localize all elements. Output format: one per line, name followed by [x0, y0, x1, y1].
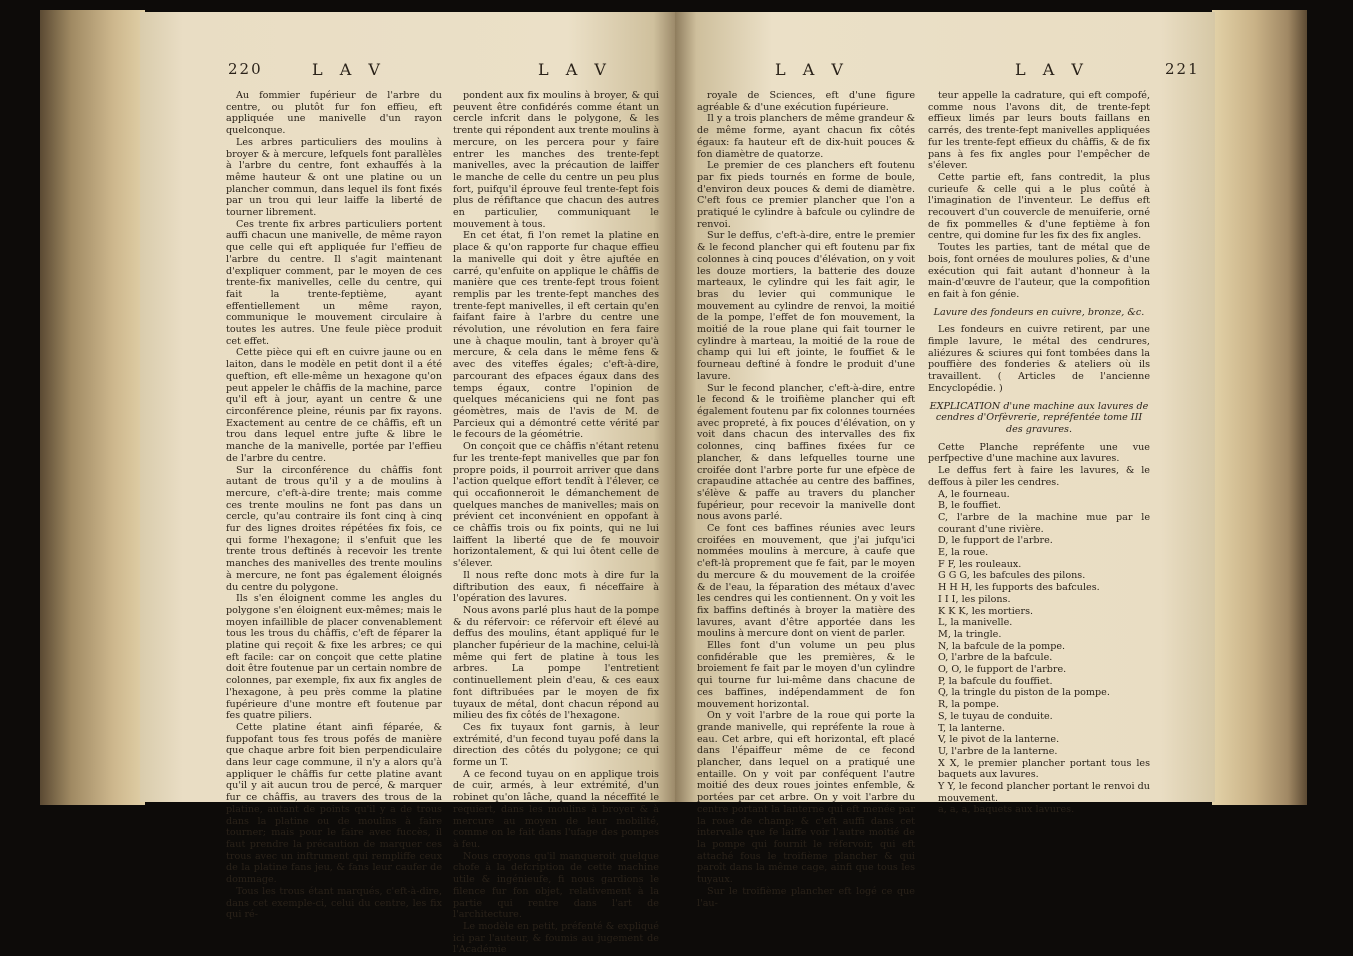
paragraph: Nous avons parlé plus haut de la pompe & du réfervoir: ce réfervoir eft élevé au deffus des moulins, étant appliqué fur le plancher fupérieur de la machine, celui-là même qui fert de platine à tous les arbres. La pompe l'entretient continuellement plein d'eau, & ces eaux font diftribuées par le moyen de fix tuyaux de métal, dont chacun répond au milieu des fix côtés de l'hexagone. — [453, 604, 659, 722]
legend-item: V, le pivot de la lanterne. — [938, 734, 1060, 746]
paragraph: Ils s'en éloignent comme les angles du polygone s'en éloignent eux-mêmes; mais le moyen infaillible de placer convenablement tous les trous du châffis, c'eft de féparer la platine qui reçoit & fixe les arbres; ce qui eft facile: car on conçoit que cette platine doit être foutenue par un certain nombre de colonnes, par exemple, fix aux fix angles de l'hexagone, à peu près comme la platine fupérieure d'une montre eft foutenue par fes quatre piliers. — [226, 593, 442, 722]
legend-item: M, la tringle. — [938, 628, 1002, 640]
legend-item: S, le tuyau de conduite. — [938, 710, 1053, 722]
left-page-column-2 — [453, 90, 659, 956]
legend-item: U, l'arbre de la lanterne. — [938, 745, 1058, 757]
paragraph: teur appelle la cadrature, qui eft compofé, comme nous l'avons dit, de trente-fept effieux limés par leurs bouts faillans en carrés, des trente-fept manivelles appliquées fur les trente-fept effieux du châffis, & de fix pans à fes fix angles pour l'empêcher de s'élever. — [928, 90, 1150, 172]
legend-item: Q, la tringle du piston de la pompe. — [938, 687, 1110, 699]
legend-item: a, a, a, baquets aux lavures. — [938, 804, 1075, 816]
paragraph: Ce font ces baffines réunies avec leurs croifées en mouvement, que j'ai jufqu'ici nommées moulins à mercure, à caufe que c'eft-là proprement que fe fait, par le moyen du mercure & du mouvement de la croifée & de l'eau, la féparation des métaux d'avec les cendres qui les contiennent. On y voit les fix baffins deftinés à broyer la matière des lavures, avant d'être apportée dans les moulins à mercure dont on vient de parler. — [697, 523, 915, 640]
left-page-header — [140, 60, 675, 90]
left-page-column-1 — [226, 90, 442, 921]
explication-heading: EXPLICATION d'une machine aux lavures de cendres d'Orfèvrerie, repréfentée tome III des gravures. — [929, 400, 1149, 435]
section-heading: Lavure des fondeurs en cuivre, bronze, &c. — [933, 306, 1145, 318]
paragraph: A ce fecond tuyau on en applique trois de cuir, armés, à leur extrémité, d'un robinet qu'on lâche, quand la néceffité le requiert, dans les moulins à broyer & à mercure au moyen de leur mobilité, comme on le fait dans l'ufage des pompes à feu. — [453, 768, 659, 850]
paragraph: pondent aux fix moulins à broyer, & qui peuvent être confidérés comme étant un cercle infcrit dans le polygone, & les trente qui répondent aux trente moulins à mercure, on les percera pour y faire entrer les manches des trente-fept manivelles, avec la précaution de laiffer le manche de celle du centre un peu plus fort, puifqu'il éprouve feul trente-fept fois plus de réfiftance que chacun des autres en particulier, communiquant le mouvement à tous. — [453, 90, 659, 230]
legend-item: T, la lanterne. — [938, 722, 1005, 734]
running-head: L A V — [775, 60, 849, 79]
paragraph: Les arbres particuliers des moulins à broyer & à mercure, lefquels font parallèles à l'arbre du centre, font exhauffés à la même hauteur & ont une platine ou un plancher commun, dans lequel ils font fixés par un trou qui leur laiffe la liberté de tourner librement. — [226, 136, 442, 219]
paragraph: Il y a trois planchers de même grandeur & de même forme, ayant chacun fix côtés égaux: fa hauteur eft de dix-huit pouces & fon diamètre de quatorze. — [697, 113, 915, 160]
paragraph: Le modèle en petit, préfenté & expliqué ici par l'auteur, & foumis au jugement de l'Académie — [453, 920, 659, 956]
right-page — [675, 12, 1215, 909]
right-page-column-1 — [697, 90, 915, 909]
paragraph: royale de Sciences, eft d'une figure agréable & d'une exécution fupérieure. — [697, 90, 915, 113]
legend-item: P, la bafcule du fouffiet. — [938, 675, 1053, 687]
legend-item: I I I, les pilons. — [938, 593, 1011, 605]
left-page — [140, 12, 675, 956]
paragraph: Elles font d'un volume un peu plus confidérable que les premières, & le broiement fe fait par le moyen d'un cylindre qui tourne fur lui-même dans chacune de ces baffines, indépendamment de fon mouvement horizontal. — [697, 640, 915, 710]
paragraph: Au fommier fupérieur de l'arbre du centre, ou plutôt fur fon effieu, eft appliquée une manivelle d'un rayon quelconque. — [226, 90, 442, 137]
right-page-column-2 — [928, 90, 1150, 816]
legend-item: K K K, les mortiers. — [938, 605, 1034, 617]
paragraph: Les fondeurs en cuivre retirent, par une fimple lavure, le métal des cendrures, aliézures & sciures qui font tombées dans la pouffière des fonderies & ateliers où ils travaillent. ( Articles de l'ancienne Encyclopédie. ) — [928, 324, 1150, 394]
paragraph: Sur le deffus, c'eft-à-dire, entre le premier & le fecond plancher qui eft foutenu par fix colonnes à cinq pouces d'élévation, on y voit les douze mortiers, la batterie des douze marteaux, le cylindre qui les fait agir, le bras du levier qui communique le mouvement au cylindre de renvoi, la moitié de la pompe, l'effet de fon mouvement, la moitié de la roue plane qui fait tourner le cylindre à marteau, la moitié de la roue de champ qui lui eft jointe, le fouffiet & le fourneau deftiné à fondre le produit d'une lavure. — [697, 230, 915, 382]
paragraph: Cette partie eft, fans contredit, la plus curieufe & celle qui a le plus coûté à l'imagination de l'inventeur. Le deffus eft recouvert d'un couvercle de menuiferie, orné de fix pommelles & d'une feptième à fon centre, qui domine fur les fix des fix angles. — [928, 171, 1150, 242]
paragraph: Tous les trous étant marqués, c'eft-à-dire, dans cet exemple-ci, celui du centre, les fix qui ré- — [226, 885, 442, 921]
legend-item: X X, le premier plancher portant tous les baquets aux lavures. — [938, 757, 1150, 781]
legend-item: E, la roue. — [938, 547, 989, 559]
paragraph: Ces fix tuyaux font garnis, à leur extrémité, d'un fecond tuyau pofé dans la direction des côtés du polygone; ce qui forme un T. — [453, 721, 659, 769]
legend-item: O, O, le fupport de l'arbre. — [938, 664, 1067, 676]
legend-item: C, l'arbre de la machine mue par le courant d'une rivière. — [938, 511, 1150, 535]
paragraph: Sur le fecond plancher, c'eft-à-dire, entre le fecond & le troifième plancher qui eft également foutenu par fix colonnes tournées avec propreté, à fix pouces d'élévation, on y voit dans chacun des intervalles des fix colonnes, cinq baffines fixées fur ce plancher, & dans lefquelles tourne une croifée dont l'arbre porte fur une efpèce de crapaudine attachée au centre des baffines, s'élève & paffe au travers du plancher fupérieur, pour recevoir la manivelle dont nous avons parlé. — [697, 382, 915, 523]
page-number: 220 — [228, 60, 263, 78]
paragraph: On conçoit que ce châffis n'étant retenu fur les trente-fept manivelles que par fon propre poids, il pourroit arriver que dans l'action quelque effort tendît à l'élever, ce qui occafionneroit le démanchement de quelques manches de manivelles; mais on prévient cet inconvénient en oppofant à ce châffis trois ou fix points, qui ne lui laiffent la liberté que de fe mouvoir horizontalement, & qui lui ôtent celle de s'élever. — [453, 441, 659, 570]
legend-item: R, la pompe. — [938, 699, 1000, 711]
paragraph: Ces trente fix arbres particuliers portent auffi chacun une manivelle, de même rayon que celle qui eft appliquée fur l'effieu de l'arbre du centre. Il s'agit maintenant d'expliquer comment, par le moyen de ces trente-fix manivelles, celle du centre, qui fait la trente-feptième, ayant effentiellement un même rayon, communique le mouvement circulaire à toutes les autres. Une feule pièce produit cet effet. — [226, 218, 442, 347]
paragraph: Toutes les parties, tant de métal que de bois, font ornées de moulures polies, & d'une exécution qui fait autant d'honneur à la main-d'œuvre de l'auteur, que la compofition en fait à fon génie. — [928, 242, 1150, 300]
legend-item: H H H, les fupports des bafcules. — [938, 582, 1100, 594]
paragraph: Sur la circonférence du châffis font autant de trous qu'il y a de moulins à mercure, c'eft-à-dire trente; mais comme ces trente moulins ne font pas dans un cercle, qu'au contraire ils font cinq à cinq fur des lignes droites répétées fix fois, ce qui forme l'hexagone; il s'enfuit que les trente trous deftinés à recevoir les trente manches des manivelles des trente moulins à mercure, ne font pas également éloignés du centre du polygone. — [226, 464, 442, 593]
paragraph: Nous croyons qu'il manqueroit quelque chofe à la defcription de cette machine utile & ingénieufe, fi nous gardions le filence fur fon objet, relativement à la partie qui rentre dans l'art de l'architecture. — [453, 850, 659, 921]
paragraph: Cette Planche repréfente une vue perfpective d'une machine aux lavures. — [928, 441, 1150, 465]
legend-item: O, l'arbre de la bafcule. — [938, 652, 1053, 664]
page-number: 221 — [1165, 60, 1200, 78]
legend-item: Y Y, le fecond plancher portant le renvoi du mouvement. — [938, 781, 1150, 804]
running-head: L A V — [1015, 60, 1089, 79]
legend-item: B, le fouffiet. — [938, 500, 1001, 512]
legend-item: G G G, les bafcules des pilons. — [938, 570, 1086, 582]
paragraph: Cette platine étant ainfi féparée, & fuppofant tous fes trous pofés de manière que chaque arbre foit bien perpendiculaire dans leur cage commune, il n'y a alors qu'à appliquer le châffis fur cette platine avant qu'il y ait aucun trou de percé, & marquer fur ce châffis, au travers des trous de la platine, autant de points qu'il y a de trous dans la platine ou de moulins à faire tourner; mais pour le faire avec fuccès, il faut prendre la précaution de marquer ces trous avec un inftrument qui rempliffe ceux de la platine fans jeu, & fans leur caufer de dommage. — [226, 721, 442, 886]
paragraph: Le premier de ces planchers eft foutenu par fix pieds tournés en forme de boule, d'environ deux pouces & demi de diamètre. C'eft fous ce premier plancher que l'on a pratiqué le cylindre à bafcule ou cylindre de renvoi. — [697, 160, 915, 230]
running-head: L A V — [312, 60, 386, 79]
paragraph: Cette pièce qui eft en cuivre jaune ou en laiton, dans le modèle en petit dont il a été queftion, eft elle-même un hexagone qu'on peut appeler le châffis de la machine, parce qu'il eft à jour, ayant un centre & une circonférence pleine, réunis par fix rayons. Exactement au centre de ce châffis, eft un trou dans lequel entre jufte & libre le manche de la manivelle, portée par l'effieu de l'arbre du centre. — [226, 347, 442, 464]
paragraph: On y voit l'arbre de la roue qui porte la grande manivelle, qui repréfente la roue à eau. Cet arbre, qui eft horizontal, eft placé dans l'épaiffeur même de ce fecond plancher, dans lequel on a pratiqué une entaille. On y voit par conféquent l'autre moitié des deux roues jointes enfemble, & portées par cet arbre. On y voit l'arbre du centre portant la lanterne qui eft menée par la roue de champ; & c'eft auffi dans cet intervalle que fe laiffe voir l'autre moitié de la pompe qui fournit le réfervoir, qui eft attaché fous le troifième plancher & qui paroît dans la même cage, ainfi que tous les tuyaux. — [697, 710, 915, 886]
right-page-edges — [1212, 10, 1307, 805]
paragraph: Le deffus fert à faire les lavures, & le deffous à piler les cendres. — [928, 465, 1150, 488]
paragraph: Sur le troifième plancher eft logé ce que l'au- — [697, 885, 915, 909]
legend-item: F F, les rouleaux. — [938, 558, 1022, 570]
paragraph: Il nous refte donc mots à dire fur la diftribution des eaux, fi néceffaire à l'opération des lavures. — [453, 569, 659, 605]
legend-item: A, le fourneau. — [938, 488, 1010, 500]
legend-item: D, le fupport de l'arbre. — [938, 535, 1053, 547]
legend-item: N, la bafcule de la pompe. — [938, 640, 1066, 652]
right-page-header — [675, 60, 1215, 90]
paragraph: En cet état, fi l'on remet la platine en place & qu'on rapporte fur chaque effieu la manivelle qui doit y être ajuftée en carré, qu'enfuite on applique le châffis de manière que ces trente-fept trous foient remplis par les trente-fept manches des trente-fept manivelles, il eft certain qu'en faifant faire à l'arbre du centre une révolution, une révolution en fera faire une à chaque moulin, tant à broyer qu'à mercure, & cela dans le même fens & avec des viteffes égales; c'eft-à-dire, parcourant des efpaces égaux dans des temps égaux, contre l'opinion de quelques mécaniciens qui ne font pas géomètres, mais de l'avis de M. de Parcieux qui a démontré cette vérité par le fecours de la géométrie. — [453, 230, 659, 441]
left-page-edges — [40, 10, 145, 805]
running-head: L A V — [538, 60, 612, 79]
legend-item: L, la manivelle. — [938, 617, 1013, 629]
